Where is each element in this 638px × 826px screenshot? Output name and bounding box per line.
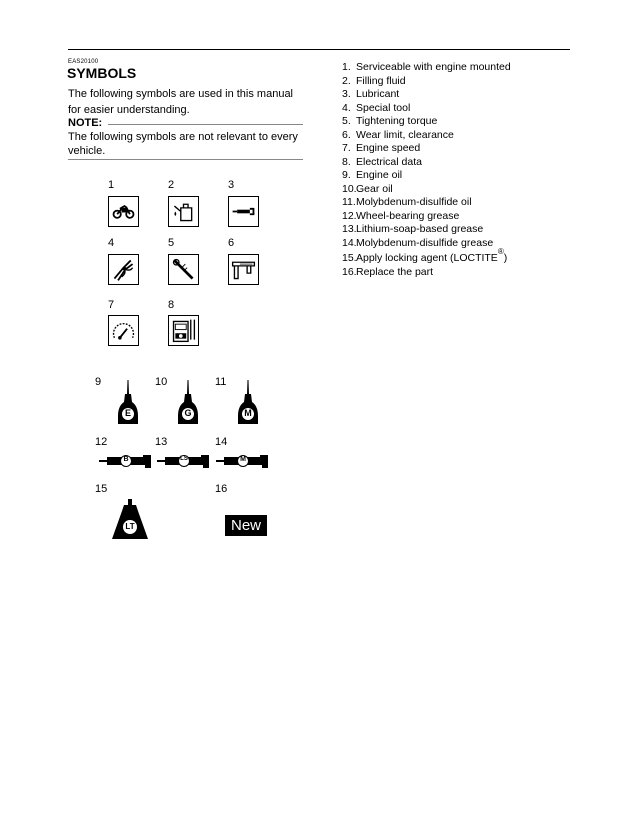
legend-number: 8. bbox=[342, 155, 351, 168]
legend-text: Replace the part bbox=[356, 265, 434, 278]
legend-item bbox=[342, 223, 511, 237]
legend-number: 3. bbox=[342, 88, 351, 100]
wheel-bearing-grease-letter: B bbox=[123, 456, 129, 463]
moly-oil-letter: M bbox=[244, 408, 252, 418]
legend-number: 11. bbox=[342, 196, 356, 208]
legend-item bbox=[342, 115, 511, 129]
legend-item bbox=[342, 88, 511, 102]
caliper-icon bbox=[228, 254, 259, 285]
legend-number: 13. bbox=[342, 223, 357, 235]
intro-line-2: for easier understanding. bbox=[68, 104, 190, 116]
header-rule bbox=[68, 49, 570, 50]
grease-gun-icon bbox=[228, 196, 259, 227]
legend-number: 2. bbox=[342, 74, 351, 87]
symbol-number-14: 14 bbox=[215, 436, 228, 448]
legend-item bbox=[342, 61, 511, 75]
note-separator bbox=[68, 159, 303, 160]
multimeter-icon bbox=[168, 315, 199, 346]
legend-number: 14. bbox=[342, 236, 357, 249]
legend-number: 5. bbox=[342, 115, 351, 127]
tachometer-icon bbox=[108, 315, 139, 346]
legend-text: Gear oil bbox=[356, 182, 393, 195]
legend-text: Wheel-bearing grease bbox=[356, 209, 460, 222]
locking-agent-icon bbox=[110, 499, 150, 541]
new-part-badge: New bbox=[225, 515, 267, 536]
symbol-number-9: 9 bbox=[95, 376, 102, 388]
legend-text: Engine oil bbox=[356, 169, 403, 181]
symbol-number-6: 6 bbox=[228, 237, 235, 249]
pliers-icon bbox=[108, 254, 139, 285]
symbol-number-12: 12 bbox=[95, 436, 108, 448]
lithium-grease-letter: LS bbox=[180, 456, 188, 462]
locking-agent-letter: LT bbox=[125, 522, 135, 531]
legend-number: 15. bbox=[342, 252, 357, 264]
legend-number: 9. bbox=[342, 169, 351, 181]
symbol-number-3: 3 bbox=[228, 179, 235, 191]
legend-text: Wear limit, clearance bbox=[356, 128, 454, 141]
legend-item bbox=[342, 196, 511, 210]
legend-number: 1. bbox=[342, 61, 351, 73]
moly-grease-icon bbox=[216, 452, 270, 470]
legend-number: 4. bbox=[342, 101, 351, 114]
legend-item bbox=[342, 142, 511, 156]
legend-item bbox=[342, 210, 511, 224]
symbol-number-13: 13 bbox=[155, 436, 168, 448]
legend-text: Filling fluid bbox=[356, 74, 406, 87]
legend-item bbox=[342, 129, 511, 143]
symbol-number-7: 7 bbox=[108, 299, 115, 311]
lithium-grease-icon bbox=[157, 452, 211, 470]
oil-can-icon bbox=[168, 196, 199, 227]
intro-line-1: The following symbols are used in this manual bbox=[68, 88, 294, 100]
page-title: SYMBOLS bbox=[67, 65, 137, 81]
legend-item bbox=[342, 156, 511, 170]
legend-text-tail: ) bbox=[503, 252, 508, 264]
legend-number: 6. bbox=[342, 128, 351, 141]
legend-number: 12. bbox=[342, 209, 357, 222]
legend-item bbox=[342, 183, 511, 197]
legend-number: 7. bbox=[342, 142, 351, 154]
registered-mark: ® bbox=[497, 247, 504, 256]
legend-text: Special tool bbox=[356, 101, 411, 114]
note-label: NOTE: bbox=[68, 117, 103, 129]
legend-item bbox=[342, 169, 511, 183]
legend-number: 10. bbox=[342, 182, 357, 195]
legend-item bbox=[342, 266, 511, 280]
legend-text: Tightening torque bbox=[356, 115, 438, 127]
gear-oil-icon bbox=[176, 380, 200, 426]
symbol-number-16: 16 bbox=[215, 483, 228, 495]
symbol-number-8: 8 bbox=[168, 299, 175, 311]
symbol-legend bbox=[342, 61, 511, 279]
symbol-number-15: 15 bbox=[95, 483, 108, 495]
moly-oil-icon bbox=[236, 380, 260, 426]
engine-oil-icon bbox=[116, 380, 140, 426]
legend-text: Apply locking agent (LOCTITE bbox=[356, 252, 498, 264]
legend-text: Engine speed bbox=[356, 142, 421, 154]
legend-text: Lithium-soap-based grease bbox=[356, 223, 484, 235]
gear-oil-letter: G bbox=[184, 408, 192, 418]
legend-item bbox=[342, 75, 511, 89]
engine-oil-letter: E bbox=[124, 408, 131, 418]
legend-text: Lubricant bbox=[356, 88, 400, 100]
wheel-bearing-grease-icon bbox=[99, 452, 153, 470]
torque-wrench-icon bbox=[168, 254, 199, 285]
symbol-number-5: 5 bbox=[168, 237, 175, 249]
motorcycle-icon bbox=[108, 196, 139, 227]
legend-item bbox=[342, 102, 511, 116]
note-line-1: The following symbols are not relevant to every bbox=[68, 131, 298, 143]
legend-text: Molybdenum-disulfide grease bbox=[356, 236, 494, 249]
note-rule bbox=[108, 124, 303, 125]
symbol-number-1: 1 bbox=[108, 179, 115, 191]
symbol-number-2: 2 bbox=[168, 179, 175, 191]
legend-text: Electrical data bbox=[356, 155, 422, 168]
legend-text: Serviceable with engine mounted bbox=[356, 61, 511, 73]
legend-text: Molybdenum-disulfide oil bbox=[356, 196, 472, 208]
symbol-number-10: 10 bbox=[155, 376, 168, 388]
symbol-number-4: 4 bbox=[108, 237, 115, 249]
legend-number: 16. bbox=[342, 265, 357, 278]
symbol-number-11: 11 bbox=[215, 376, 227, 388]
legend-item bbox=[342, 237, 511, 251]
note-line-2: vehicle. bbox=[68, 145, 106, 157]
section-code: EAS20100 bbox=[68, 59, 99, 65]
moly-grease-letter: M bbox=[240, 456, 246, 463]
legend-item bbox=[342, 247, 511, 266]
